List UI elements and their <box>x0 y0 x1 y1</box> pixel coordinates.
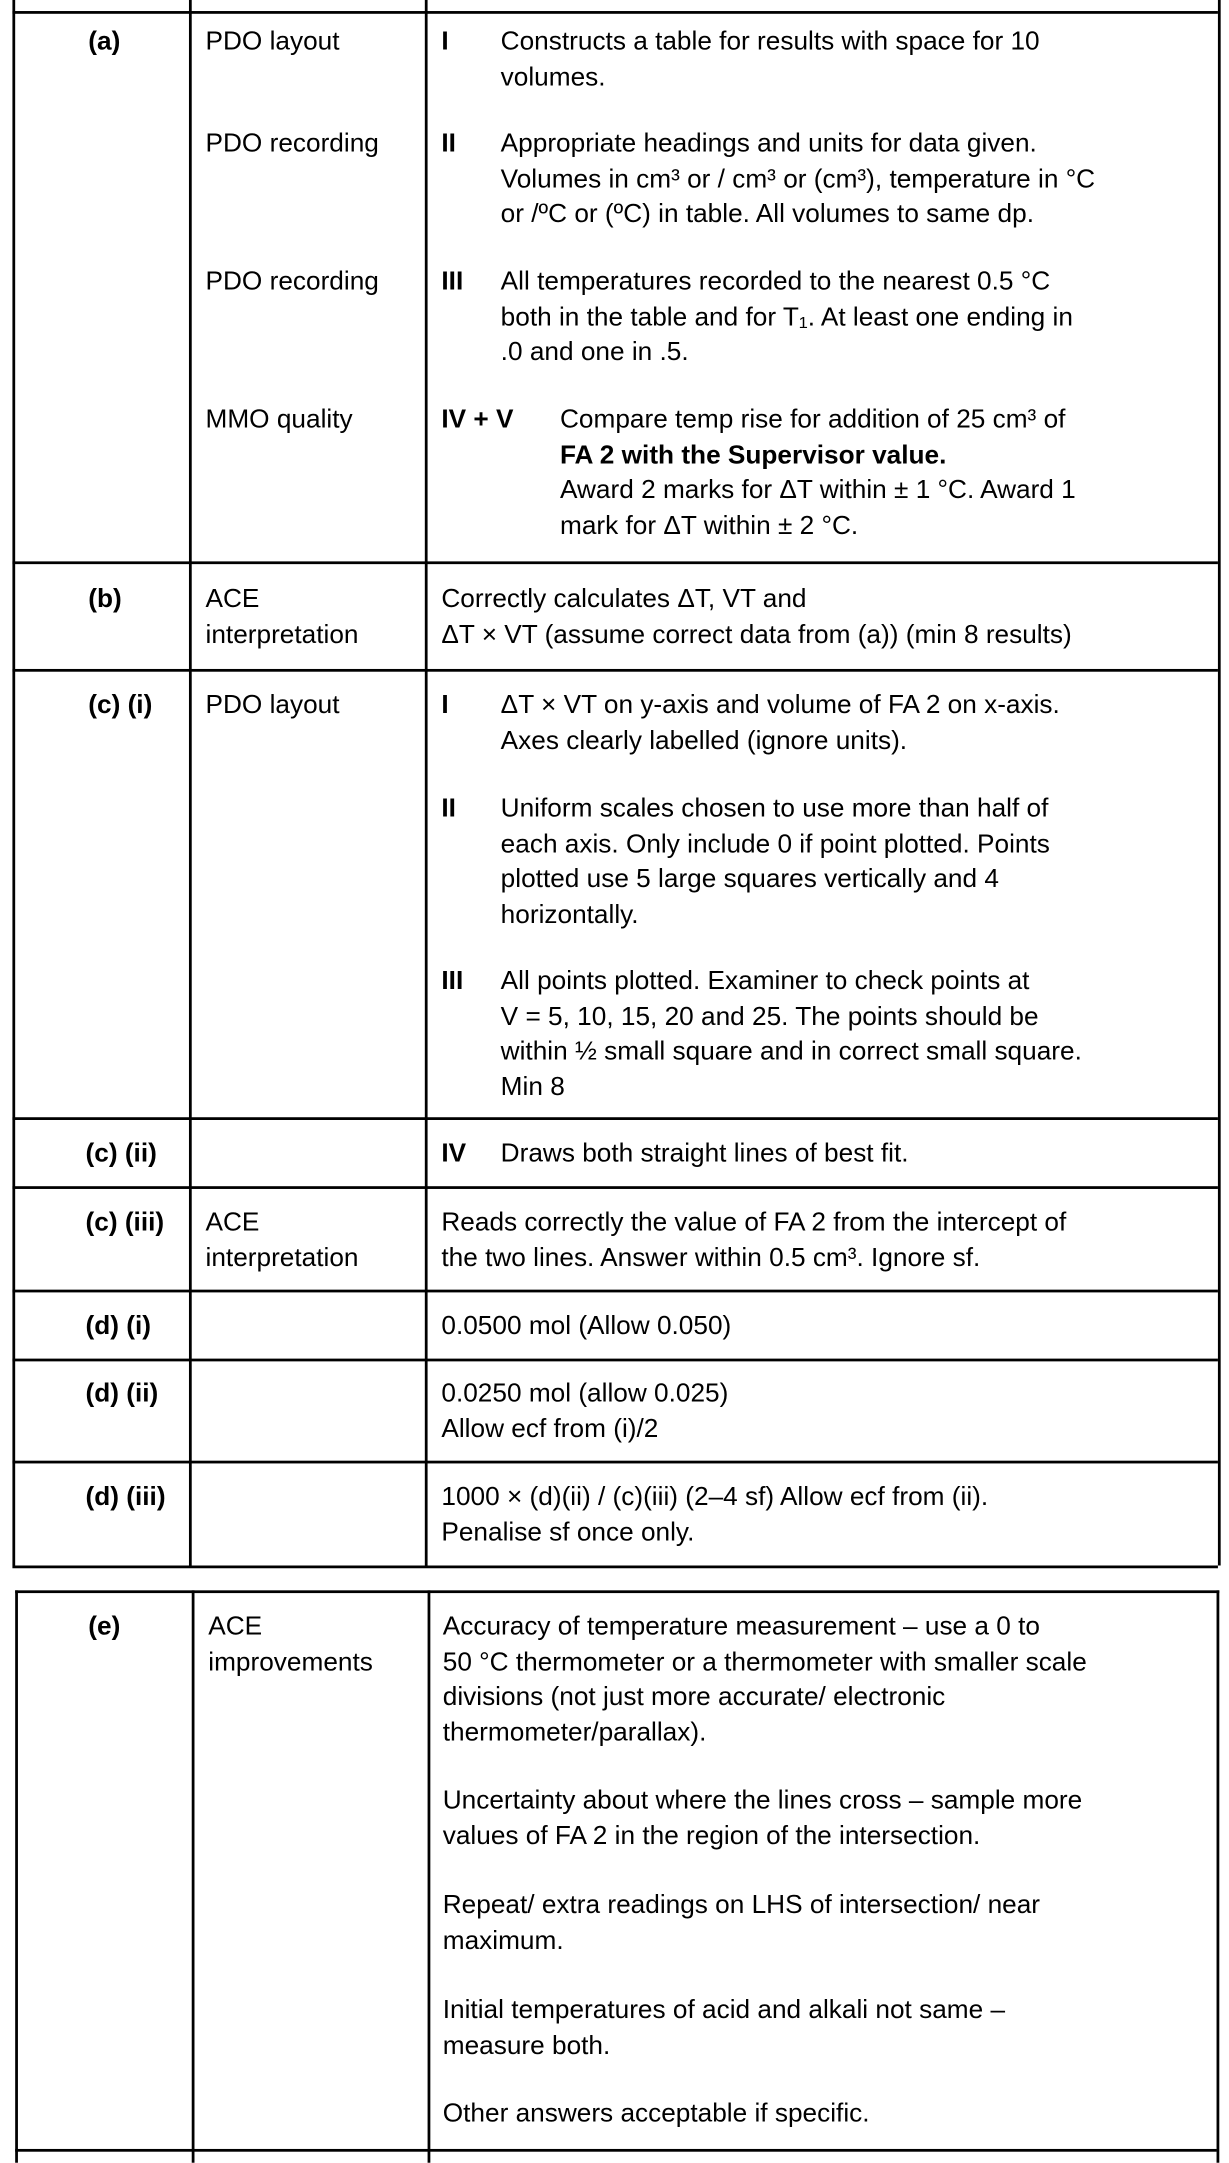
mark-criterion: Appropriate headings and units for data given. Volumes in cm³ or / cm³ or (cm³), temperature in °C or /ºC or (ºC) in table. All volumes to same dp. <box>500 129 1096 229</box>
mark-criterion: Accuracy of temperature measurement – use a 0 to 50 °C thermometer or a thermometer with smaller scale divisions (not just more accurate/ electronic thermometer/parallax). <box>442 1612 1087 1747</box>
mark-criterion: All points plotted. Examiner to check points at V = 5, 10, 15, 20 and 25. The points should be within ½ small square and in correct small square. Min 8 <box>500 966 1082 1102</box>
question-label-c-iii: (c) (iii) <box>85 1208 165 1238</box>
mark-criterion: Repeat/ extra readings on LHS of intersection/ near maximum. <box>442 1891 1041 1956</box>
mark-criterion: 0.0250 mol (allow 0.025) Allow ecf from (i)/2 <box>441 1379 729 1444</box>
skill-label: ACE interpretation <box>205 584 359 649</box>
table2-col2-divider <box>428 1590 430 2162</box>
row-divider <box>12 1461 1218 1463</box>
table1-bottom-border <box>12 1566 1218 1568</box>
mark-numeral: I <box>441 27 449 57</box>
row-divider <box>12 1359 1218 1361</box>
question-label-d-ii: (d) (ii) <box>85 1379 159 1409</box>
mark-criterion: Uniform scales chosen to use more than half of each axis. Only include 0 if point plotted. Points plotted use 5 large squares vertically and 4 horizontally. <box>500 794 1050 929</box>
table2-right-border <box>1217 1590 1219 2162</box>
skill-label: PDO recording <box>205 267 379 297</box>
table2-col1-divider <box>192 1590 194 2162</box>
table2-left-border <box>15 1590 17 2162</box>
skill-label: PDO layout <box>205 691 340 720</box>
mark-numeral: III <box>441 267 464 297</box>
mark-criterion: Other answers acceptable if specific. <box>442 2099 870 2129</box>
question-label-a: (a) <box>88 27 121 57</box>
skill-label: ACE improvements <box>208 1612 373 1677</box>
mark-numeral: II <box>441 129 456 159</box>
table2-bottom-border <box>15 2149 1216 2151</box>
skill-label: MMO quality <box>205 405 353 435</box>
mark-numeral: IV <box>441 1139 467 1169</box>
mark-numeral: II <box>441 794 456 824</box>
table1-top-border <box>12 11 1218 13</box>
table2-top-border <box>15 1590 1219 1592</box>
question-label-d-iii: (d) (iii) <box>85 1482 166 1512</box>
table1-col1-divider <box>189 0 191 1566</box>
mark-criterion: All temperatures recorded to the nearest 0.5 °C both in the table and for T₁. At least one ending in .0 and one in .5. <box>500 267 1073 367</box>
mark-criterion: Correctly calculates ΔT, VT and ΔT × VT (assume correct data from (a)) (min 8 results) <box>441 584 1072 649</box>
question-label-d-i: (d) (i) <box>85 1311 152 1341</box>
skill-label: PDO recording <box>205 129 379 159</box>
row-divider <box>12 561 1218 563</box>
mark-numeral: I <box>441 691 449 720</box>
row-divider <box>12 1117 1218 1119</box>
question-label-c-ii: (c) (ii) <box>85 1139 157 1169</box>
mark-numeral: IV + V <box>441 405 514 435</box>
skill-label: PDO layout <box>205 27 340 57</box>
table1-right-border <box>1218 0 1220 1566</box>
skill-label: ACE interpretation <box>205 1208 359 1273</box>
table1-left-border <box>12 0 14 1566</box>
mark-criterion: Compare temp rise for addition of 25 cm³ of FA 2 with the Supervisor value. Award 2 marks for ΔT within ± 1 °C. Award 1 mark for ΔT within ± 2 °C. <box>559 405 1076 540</box>
mark-criterion: Constructs a table for results with space for 10 volumes. <box>500 27 1040 92</box>
row-divider <box>12 1186 1218 1188</box>
mark-criterion: 1000 × (d)(ii) / (c)(iii) (2–4 sf) Allow ecf from (ii). Penalise sf once only. <box>441 1482 989 1547</box>
mark-criterion: Draws both straight lines of best fit. <box>500 1139 909 1169</box>
row-divider <box>12 1290 1218 1292</box>
mark-criterion: ΔT × VT on y-axis and volume of FA 2 on x-axis. Axes clearly labelled (ignore units). <box>500 691 1060 756</box>
row-divider <box>12 669 1218 671</box>
mark-criterion: Initial temperatures of acid and alkali not same – measure both. <box>442 1995 1006 2060</box>
question-label-b: (b) <box>88 584 122 614</box>
question-label-e: (e) <box>88 1612 121 1642</box>
mark-criterion: 0.0500 mol (Allow 0.050) <box>441 1311 732 1341</box>
table1-col2-divider <box>425 0 427 1566</box>
mark-criterion: Uncertainty about where the lines cross – sample more values of FA 2 in the region of the intersection. <box>442 1786 1083 1851</box>
question-label-c-i: (c) (i) <box>88 691 153 720</box>
mark-numeral: III <box>441 966 464 996</box>
mark-criterion: Reads correctly the value of FA 2 from the intercept of the two lines. Answer within 0.5 cm³. Ignore sf. <box>441 1208 1067 1273</box>
